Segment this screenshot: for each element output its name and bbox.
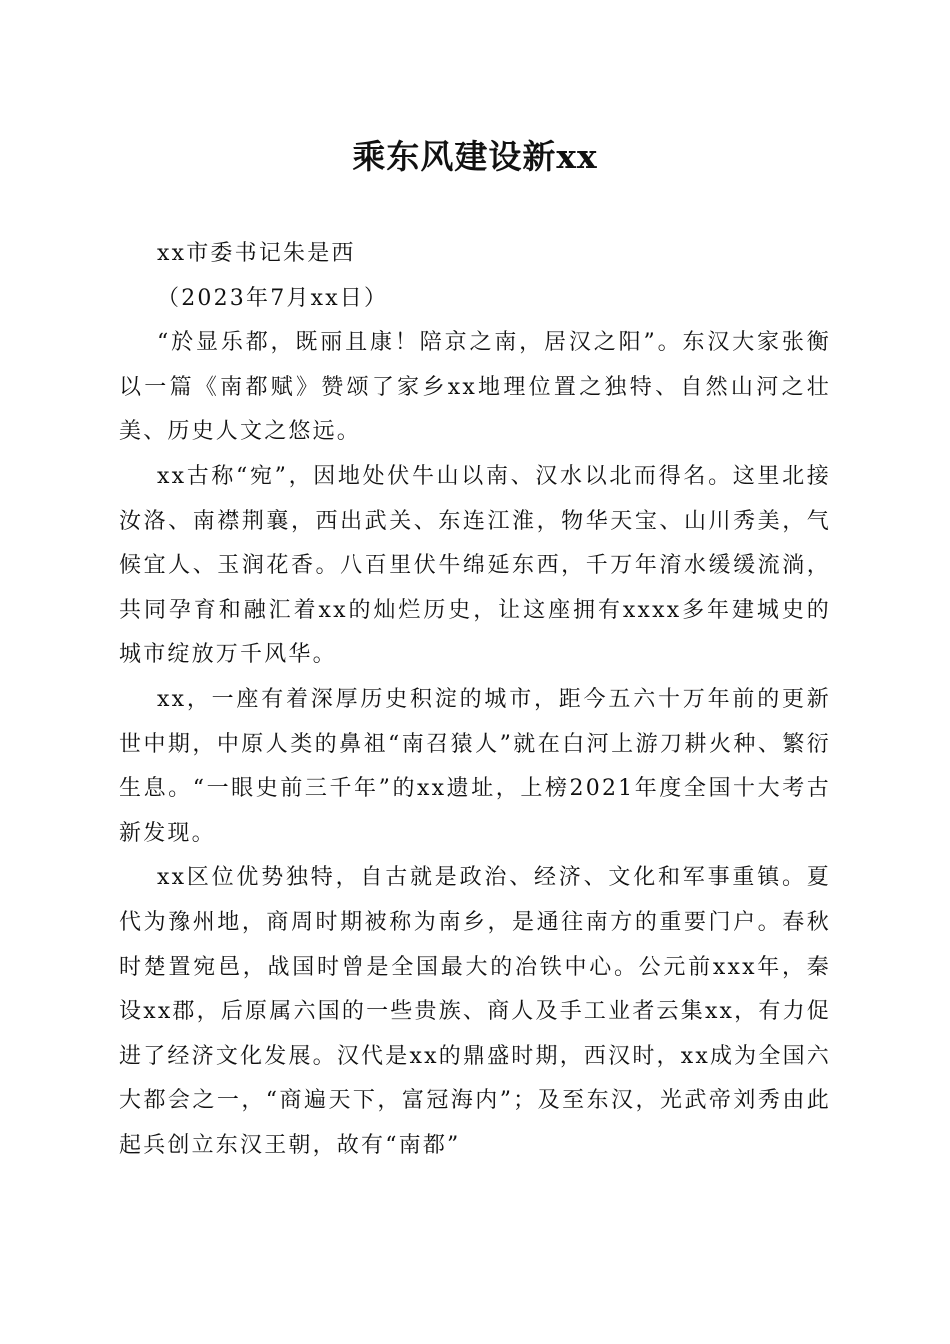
paragraph: xx古称“宛”，因地处伏牛山以南、汉水以北而得名。这里北接汝洛、南襟荆襄，西出武关、东连江淮，物华天宝、山川秀美，气候宜人、玉润花香。八百里伏牛绵延东西，千万年淯水缓缓流淌，共同孕育和融汇着xx的灿烂历史，让这座拥有xxxx多年建城史的城市绽放万千风华。 <box>119 463 831 668</box>
date-line: （2023年7月xx日） <box>157 285 389 311</box>
document-body <box>119 232 831 1168</box>
paragraph: xx，一座有着深厚历史积淀的城市，距今五六十万年前的更新世中期，中原人类的鼻祖“南召猿人”就在白河上游刀耕火种、繁衍生息。“一眼史前三千年”的xx遗址，上榜2021年度全国十大考古新发现。 <box>119 686 831 846</box>
paragraph: xx区位优势独特，自古就是政治、经济、文化和军事重镇。夏代为豫州地，商周时期被称为南乡，是通往南方的重要门户。春秋时楚置宛邑，战国时曾是全国最大的冶铁中心。公元前xxx年，秦设xx郡，后原属六国的一些贵族、商人及手工业者云集xx，有力促进了经济文化发展。汉代是xx的鼎盛时期，西汉时，xx成为全国六大都会之一，“商遍天下，富冠海内”；及至东汉，光武帝刘秀由此起兵创立东汉王朝，故有“南都” <box>119 865 831 1158</box>
document-title: 乘东风建设新xx <box>352 137 598 176</box>
paragraph: “於显乐都，既丽且康！陪京之南，居汉之阳”。东汉大家张衡以一篇《南都赋》赞颂了家乡xx地理位置之独特、自然山河之壮美、历史人文之悠远。 <box>119 330 831 445</box>
author-line: xx市委书记朱是西 <box>157 241 356 266</box>
